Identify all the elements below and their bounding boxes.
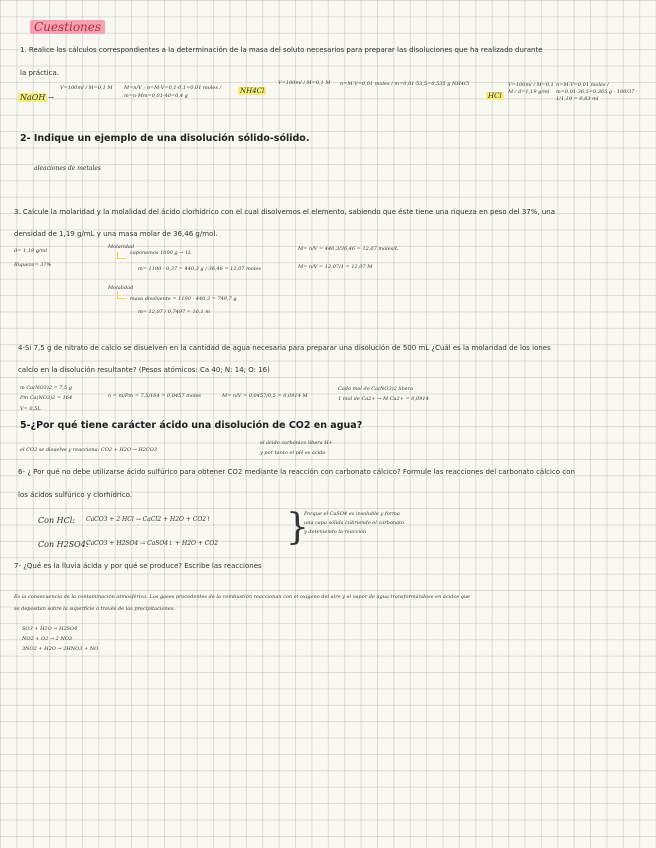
question-5-note-b: y por tanto el pH es ácido <box>260 450 326 456</box>
q4-line-3: V= 0,5L <box>20 406 41 412</box>
question-4-text-a: 4-Si 7,5 g de nitrato de calcio se disuelven en la cantidad de agua necesaria para preparar una disolución de 500 mL ¿Cuál es la molaridad de los iones <box>18 344 551 352</box>
question-5-note-a: el ácido carbónico libera H+ <box>260 440 333 446</box>
question-1-text-a: 1. Realice los cálculos correspondientes a la determinación de la masa del soluto necesarios para preparar las disoluciones que ha realizado durante <box>20 46 543 54</box>
molaridad-result-1: M= n/V = 440,3/36,46 = 12,07 moles/L <box>298 246 399 252</box>
q6-reaction-2-label: Con H2SO4: <box>38 540 89 549</box>
q6-note-b: una capa sólida cubriendo el carbonato <box>304 520 405 526</box>
q6-reaction-1: CaCO3 + 2 HCl → CaCl2 + H2O + CO2↑ <box>86 516 212 523</box>
q7-reaction-2: NO2 + O2 → 2 NO3 <box>22 636 73 642</box>
molaridad-label: Molaridad <box>108 244 135 250</box>
question-4-text-b: calcio en la disolución resultante? (Pesos atómicos: Ca 40; N: 14; O: 16) <box>18 366 270 374</box>
molalidad-label: Molalidad <box>108 285 134 291</box>
q7-reaction-3: 3NO2 + H2O → 2HNO3 + NO <box>22 646 99 652</box>
hcl-given: V=100ml / M=0,1 M / d=1,19 g/ml <box>508 82 554 95</box>
question-7-text: 7- ¿Qué es la lluvia ácida y por qué se produce? Escribe las reacciones <box>14 562 262 570</box>
q6-note-a: Porque el CaSO4 es insoluble y forma <box>304 511 400 517</box>
question-6-text-b: los ácidos sulfúrico y clorhídrico. <box>18 491 132 499</box>
naoh-label: NaOH <box>20 93 46 102</box>
q6-reaction-1-label: Con HCl: <box>38 516 75 525</box>
q4-line-1: m Ca(NO3)2 = 7,5 g <box>20 385 72 391</box>
q3-data-riqueza: Riqueza= 37% <box>14 262 52 268</box>
q6-brace: } <box>286 507 309 548</box>
question-2-answer: aleaciones de metales <box>34 165 101 172</box>
nh4cl-calc: n=M·V=0,01 moles / m=0,01·53,5=0,535 g NH4Cl <box>340 81 470 87</box>
q4-result: M= n/V = 0,0457/0,5 = 0,0914 M <box>222 393 308 399</box>
hcl-calc: n=M·V=0,01 moles / m=0,01·36,5=0,365 g · 100/37 · 1/1,19 = 0,83 ml <box>556 82 638 102</box>
question-7-answer-b: se depositan sobre la superficie a través de las precipitaciones. <box>14 606 175 612</box>
molaridad-result-2: M= n/V = 12,07/1 = 12,07 M <box>298 264 373 270</box>
q3-data-density: d= 1,19 g/ml <box>14 248 47 254</box>
question-6-text-a: 6- ¿ Por qué no debe utilizarse ácido sulfúrico para obtener CO2 mediante la reacción con carbonato cálcico? Formule las reacciones del carbonato cálcico con <box>18 468 575 476</box>
question-7-answer-a: Es la consecuencia de la contaminación atmosférica. Los gases procedentes de la combustión reaccionan con el oxígeno del aire y el vapor de agua transformándose en ácidos que <box>14 594 471 600</box>
question-1-text-b: la práctica. <box>20 69 59 77</box>
nh4cl-given: V=100ml / M=0,1 M <box>278 80 331 86</box>
question-5-text: 5-¿Por qué tiene carácter ácido una disolución de CO2 en agua? <box>20 420 363 431</box>
question-3-text-a: 3. Calcule la molaridad y la molalidad del ácido clorhídrico con el cual disolvemos el elemento, sabiendo que éste tiene una riqueza en peso del 37%, una <box>14 208 555 216</box>
q6-reaction-2: CaCO3 + H2SO4 → CaSO4↓ + H2O + CO2 <box>86 540 219 547</box>
page-title: Cuestiones <box>30 20 105 34</box>
naoh-arrow: → <box>48 94 54 102</box>
hcl-label: HCl <box>488 92 502 100</box>
question-2-text: 2- Indique un ejemplo de una disolución sólido-sólido. <box>20 133 310 144</box>
molalidad-line-1: masa disolvente = 1190 - 440,3 = 749,7 g <box>130 296 237 302</box>
q4-note-a: Cada mol de Ca(NO3)2 libera <box>338 386 414 392</box>
molalidad-line-2: m= 12,07 / 0,7497 = 16,1 m <box>138 309 211 315</box>
molaridad-bracket <box>117 252 126 259</box>
molalidad-bracket <box>117 292 126 299</box>
nh4cl-label: NH4Cl <box>240 87 265 95</box>
q7-reaction-1: SO3 + H2O → H2SO4 <box>22 626 78 632</box>
naoh-given: V=100ml / M=0,1 M <box>60 85 113 91</box>
q4-calc: n = m/Pm = 7,5/164 = 0,0457 moles <box>108 393 201 399</box>
molaridad-line-2: m= 1190 · 0,37 = 440,3 g / 36,46 = 12,07 moles <box>138 266 261 272</box>
q6-note-c: y deteniendo la reacción <box>304 529 367 535</box>
naoh-calc: M=n/V ; n=M·V=0,1·0,1=0,01 moles / m=n·Mm=0,01·40=0,4 g <box>124 85 222 99</box>
q4-note-b: 1 mol de Ca2+ → M Ca2+ = 0,0914 <box>338 396 429 402</box>
question-5-answer: el CO2 se disuelve y reacciona: CO2 + H2O → H2CO3 <box>20 447 158 453</box>
q4-line-2: Pm Ca(NO3)2 = 164 <box>20 395 73 401</box>
question-3-text-b: densidad de 1,19 g/mL y una masa molar de 36,46 g/mol. <box>14 230 218 238</box>
molaridad-line-1: suponemos 1000 g → 1L <box>130 250 192 256</box>
